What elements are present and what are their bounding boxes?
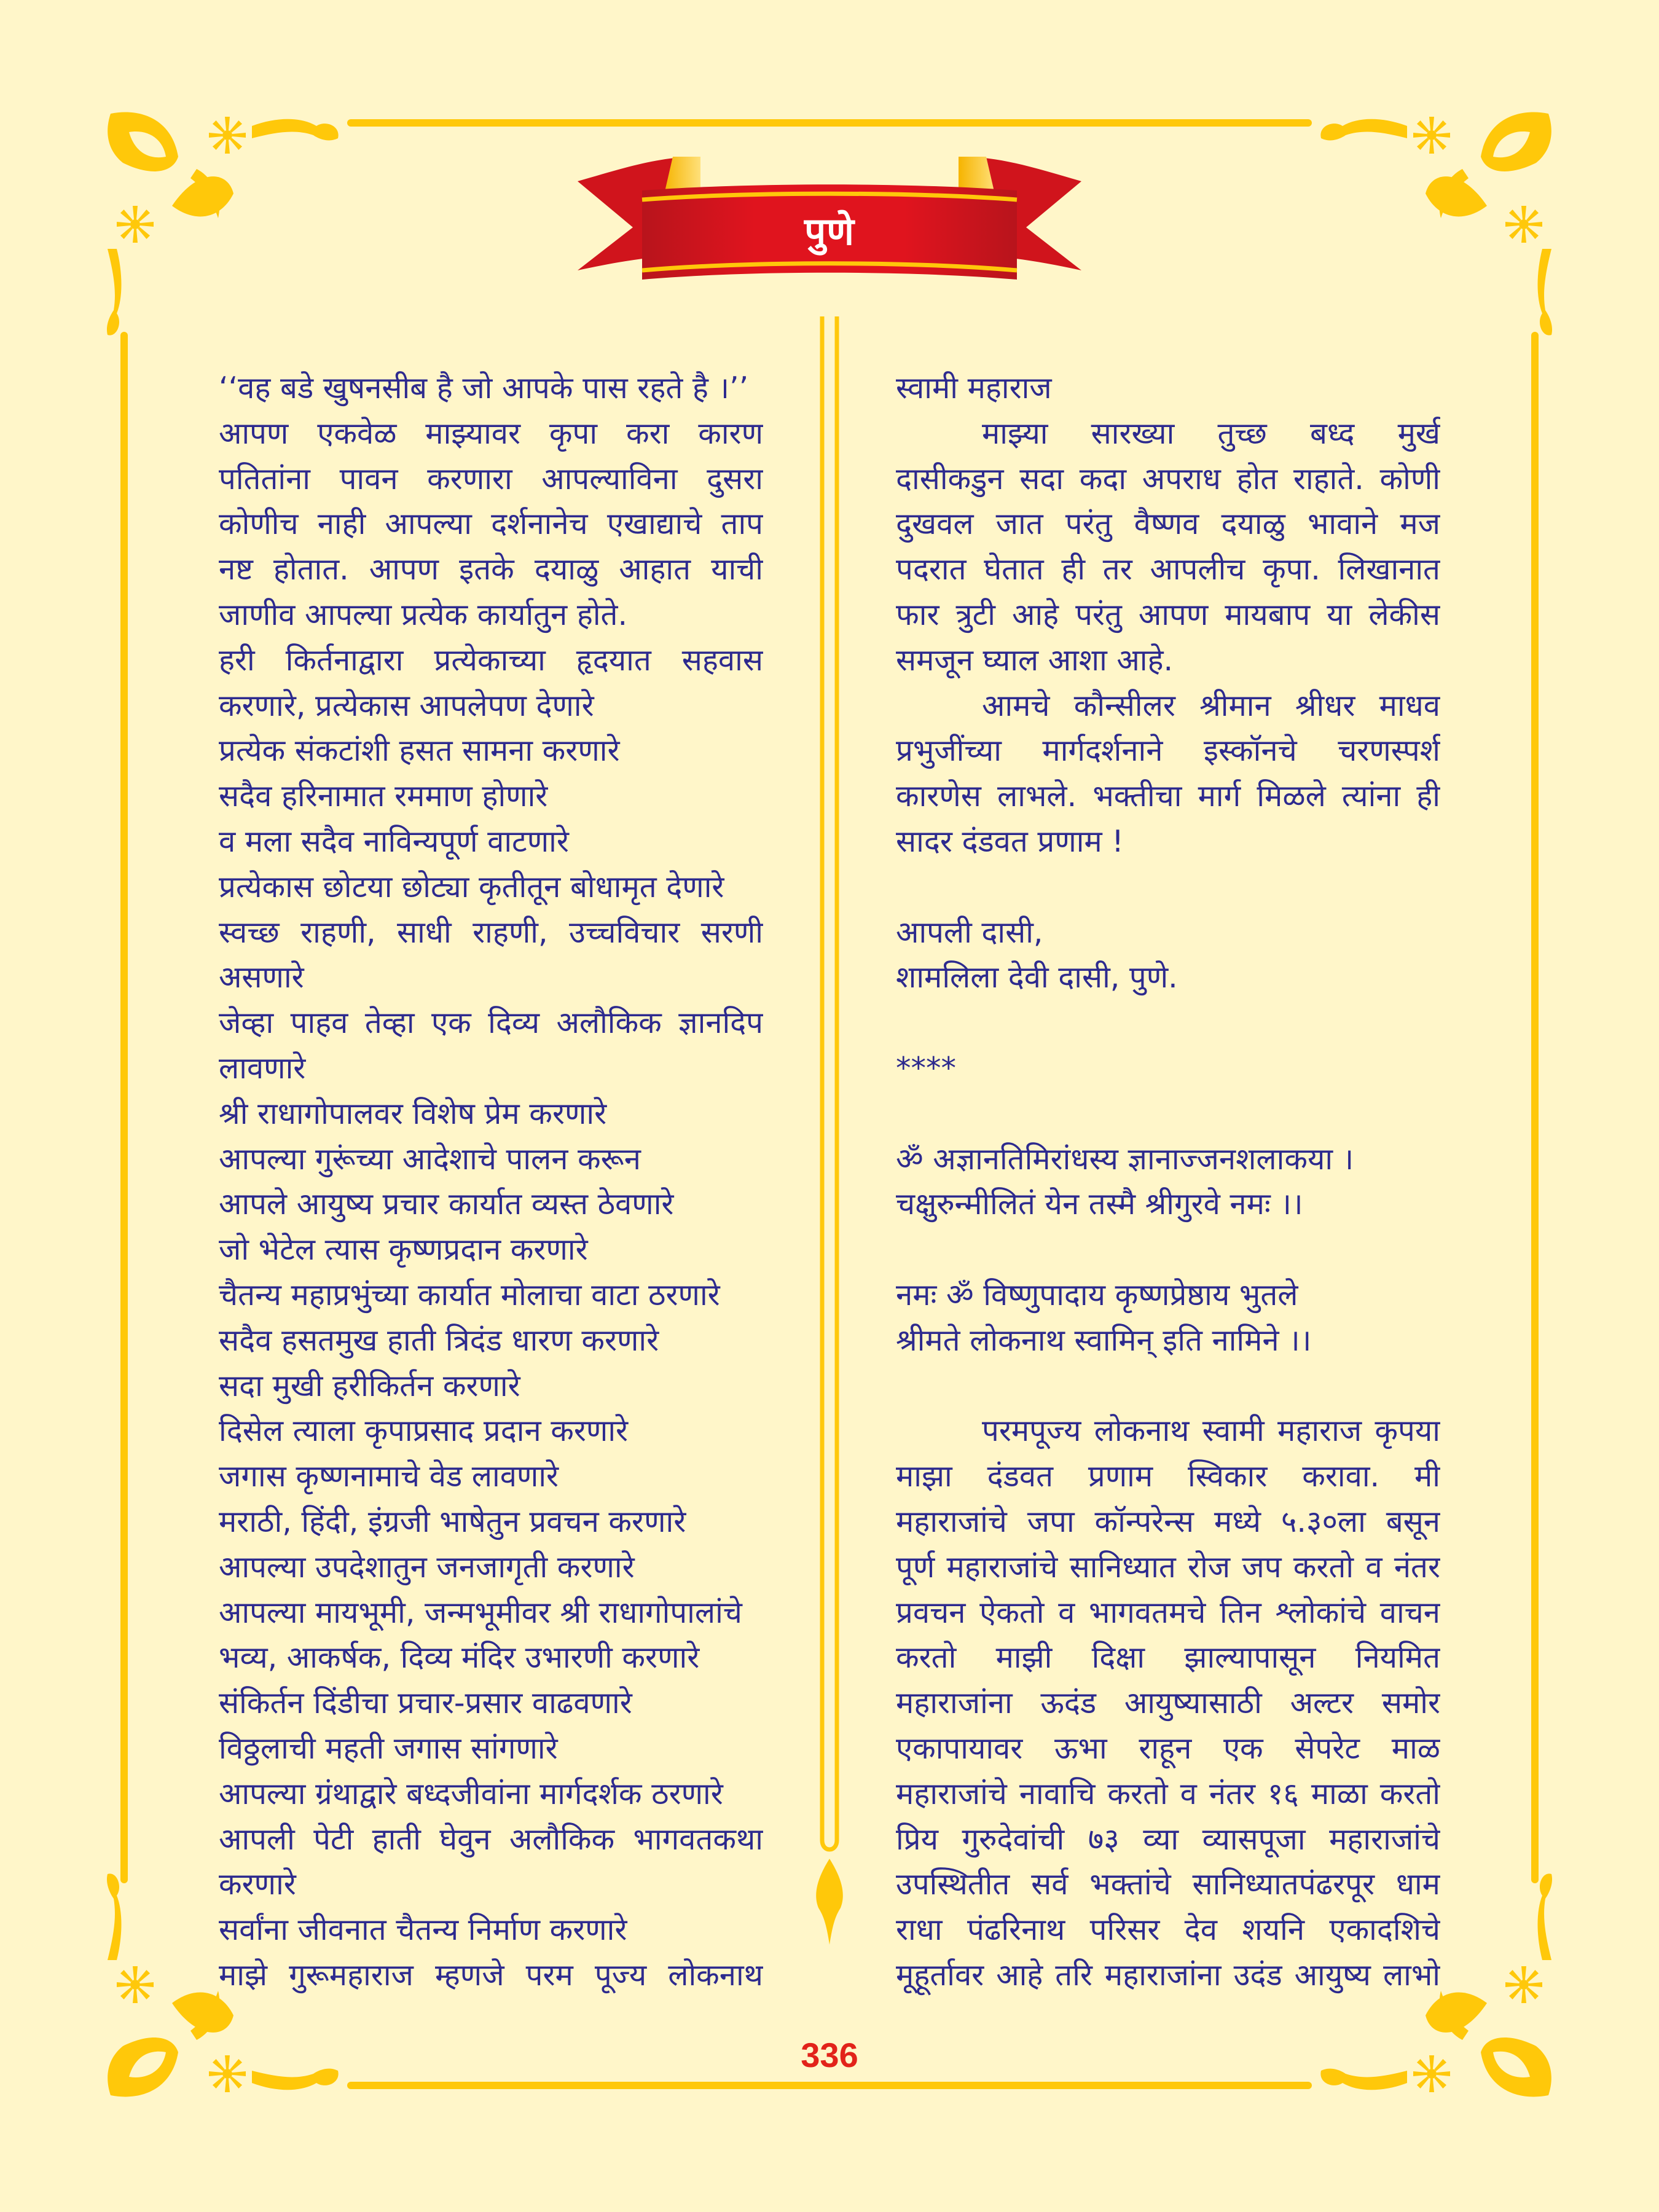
- text-line: नमः ॐ विष्णुपादाय कृष्णप्रेष्ठाय भुतले: [896, 1277, 1298, 1312]
- text-line: आपली दासी,: [896, 914, 1043, 950]
- column-divider: [812, 316, 847, 1951]
- text-line: जाणीव आपल्या प्रत्येक कार्यातुन होते.: [219, 597, 628, 632]
- corner-ornament-icon: [1309, 101, 1555, 347]
- text-line: माझे गुरूमहाराज म्हणजे परम पूज्य लोकनाथ: [219, 1958, 763, 1993]
- text-line: लावणारे: [219, 1051, 306, 1086]
- frame-bottom-rule: [347, 2082, 1312, 2089]
- text-line: आपण एकवेळ माझ्यावर कृपा करा कारण: [219, 415, 763, 451]
- text-line: शामलिला देवी दासी, पुणे.: [896, 960, 1178, 995]
- frame-right-rule: [1531, 332, 1539, 1883]
- text-line: प्रिय गुरुदेवांची ७३ व्या व्यासपूजा महाराजांचे: [896, 1821, 1440, 1857]
- text-line: सदैव हसतमुख हाती त्रिदंड धारण करणारे: [219, 1322, 659, 1358]
- text-line: करणारे, प्रत्येकास आपलेपण देणारे: [219, 688, 594, 723]
- text-line: उपस्थितीत सर्व भक्तांचे सानिध्यातपंढरपूर धाम: [896, 1867, 1440, 1902]
- text-line: आपल्या उपदेशातुन जनजागृती करणारे: [219, 1549, 635, 1585]
- text-line: महाराजांचे जपा कॉन्परेन्स मध्ये ५.३०ला बसून: [896, 1504, 1440, 1539]
- text-line: आपले आयुष्य प्रचार कार्यात व्यस्त ठेवणारे: [219, 1186, 674, 1222]
- text-line: फार त्रुटी आहे परंतु आपण मायबाप या लेकीस: [896, 597, 1440, 632]
- text-line: राधा पंढरिनाथ परिसर देव शयनि एकादशिचे: [896, 1912, 1440, 1948]
- text-line: माझ्या सारख्या तुच्छ बध्द मुर्ख: [982, 415, 1440, 451]
- text-line: ॐ अज्ञानतिमिरांधस्य ज्ञानाज्जनशलाकया ।: [896, 1141, 1354, 1177]
- text-line: परमपूज्य लोकनाथ स्वामी महाराज कृपया: [982, 1413, 1440, 1449]
- text-line: आपली पेटी हाती घेवुन अलौकिक भागवतकथा: [219, 1821, 763, 1857]
- text-line: श्रीमते लोकनाथ स्वामिन् इति नामिने ।।: [896, 1322, 1312, 1358]
- text-line: आमचे कौन्सीलर श्रीमान श्रीधर माधव: [982, 688, 1440, 723]
- text-line: दिसेल त्याला कृपाप्रसाद प्रदान करणारे: [219, 1413, 629, 1449]
- text-line: मूहूर्तावर आहे तरि महाराजांना उदंड आयुष्य लाभो: [896, 1958, 1440, 1993]
- text-line: चैतन्य महाप्रभुंच्या कार्यात मोलाचा वाटा ठरणारे: [219, 1277, 720, 1312]
- text-line: करणारे: [219, 1867, 296, 1902]
- text-line: व मला सदैव नाविन्यपूर्ण वाटणारे: [219, 824, 569, 859]
- text-line: माझा दंडवत प्रणाम स्विकार करावा. मी: [896, 1459, 1440, 1494]
- text-line: हरी किर्तनाद्वारा प्रत्येकाच्या हृदयात सहवास: [219, 642, 763, 678]
- text-line: प्रभुजींच्या मार्गदर्शनाने इस्कॉनचे चरणस्पर्श: [896, 733, 1440, 769]
- text-line: जगास कृष्णनामाचे वेड लावणारे: [219, 1459, 559, 1494]
- text-line: ****: [896, 1051, 956, 1086]
- text-line: आपल्या गुरूंच्या आदेशाचे पालन करून: [219, 1141, 641, 1177]
- frame-left-rule: [120, 332, 128, 1883]
- page-number: 336: [801, 2036, 858, 2074]
- text-line: प्रत्येक संकटांशी हसत सामना करणारे: [219, 733, 620, 769]
- text-line: दुखवल जात परंतु वैष्णव दयाळु भावाने मज: [896, 506, 1440, 542]
- text-line: कारणेस लाभले. भक्तीचा मार्ग मिळले त्यांना ही: [896, 779, 1440, 814]
- text-line: जेव्हा पाहव तेव्हा एक दिव्य अलौकिक ज्ञानदिप: [219, 1005, 763, 1041]
- text-line: आपल्या ग्रंथाद्वारे बध्दजीवांना मार्गदर्शक ठरणारे: [219, 1776, 723, 1811]
- text-line: दासीकडुन सदा कदा अपराध होत राहाते. कोणी: [896, 461, 1440, 496]
- text-line: समजून घ्याल आशा आहे.: [896, 642, 1174, 678]
- corner-ornament-icon: [104, 101, 350, 347]
- text-line: एकापायावर ऊभा राहून एक सेपरेट माळ: [896, 1731, 1440, 1766]
- text-line: जो भेटेल त्यास कृष्णप्रदान करणारे: [219, 1232, 588, 1268]
- text-line: असणारे: [219, 960, 304, 995]
- text-line: कोणीच नाही आपल्या दर्शनानेच एखाद्याचे ताप: [219, 506, 763, 542]
- text-line: विठ्ठलाची महती जगास सांगणारे: [219, 1731, 558, 1766]
- text-line: पतितांना पावन करणारा आपल्याविना दुसरा: [219, 461, 763, 496]
- text-line: करतो माझी दिक्षा झाल्यापासून नियमित: [896, 1640, 1440, 1676]
- text-line: स्वामी महाराज: [896, 371, 1052, 406]
- text-line: पूर्ण महाराजांचे सानिध्यात रोज जप करतो व नंतर: [896, 1549, 1440, 1585]
- text-line: संकिर्तन दिंडीचा प्रचार-प्रसार वाढवणारे: [219, 1685, 632, 1721]
- text-line: सदैव हरिनामात रममाण होणारे: [219, 779, 548, 814]
- text-line: सर्वांना जीवनात चैतन्य निर्माण करणारे: [219, 1912, 627, 1948]
- text-line: महाराजांना ऊदंड आयुष्यासाठी अल्टर समोर: [896, 1685, 1440, 1721]
- text-line: सादर दंडवत प्रणाम !: [896, 824, 1124, 859]
- text-line: नष्ट होतात. आपण इतके दयाळु आहात याची: [219, 552, 763, 587]
- text-line: प्रत्येकास छोटया छोट्या कृतीतून बोधामृत देणारे: [219, 869, 724, 904]
- text-line: आपल्या मायभूमी, जन्मभूमीवर श्री राधागोपालांचे: [219, 1594, 742, 1630]
- text-line: महाराजांचे नावाचि करतो व नंतर १६ माळा करतो: [896, 1776, 1440, 1811]
- text-line: पदरात घेतात ही तर आपलीच कृपा. लिखानात: [896, 552, 1440, 587]
- text-line: स्वच्छ राहणी, साधी राहणी, उच्चविचार सरणी: [219, 914, 763, 950]
- title-banner: [565, 144, 1094, 286]
- text-line: चक्षुरुन्मीलितं येन तस्मै श्रीगुरवे नमः ।।: [896, 1186, 1303, 1222]
- teardrop-icon: [816, 1859, 843, 1945]
- text-line: सदा मुखी हरीकिर्तन करणारे: [219, 1368, 520, 1403]
- frame-top-rule: [347, 119, 1312, 127]
- text-line: ‘‘वह बडे खुषनसीब है जो आपके पास रहते है ।’’: [219, 371, 749, 406]
- text-line: भव्य, आकर्षक, दिव्य मंदिर उभारणी करणारे: [219, 1640, 700, 1676]
- text-line: मराठी, हिंदी, इंग्रजी भाषेतुन प्रवचन करणारे: [219, 1504, 686, 1539]
- text-line: प्रवचन ऐकतो व भागवतमचे तिन श्लोकांचे वाचन: [896, 1594, 1440, 1630]
- text-line: श्री राधागोपालवर विशेष प्रेम करणारे: [219, 1096, 607, 1131]
- page-title: पुणे: [804, 209, 855, 254]
